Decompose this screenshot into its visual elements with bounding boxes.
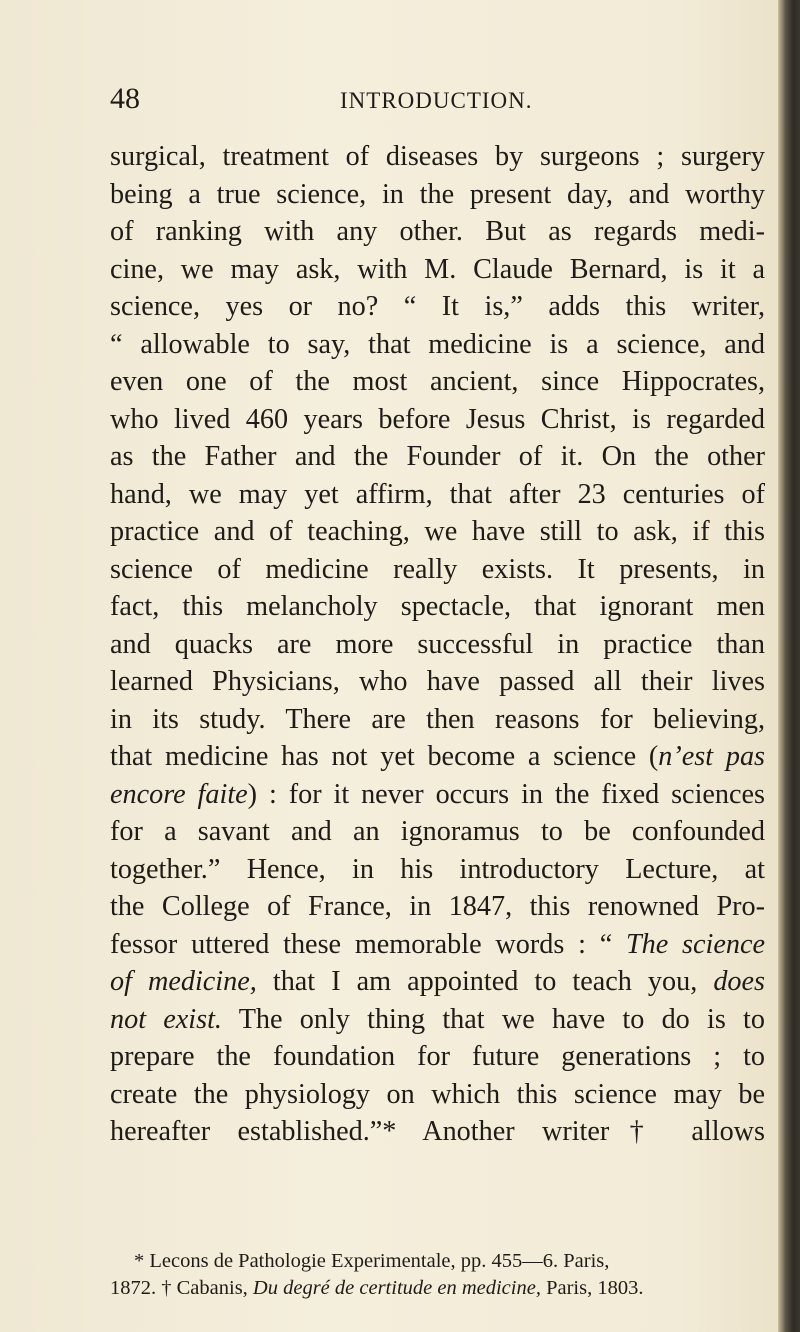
text-line: “ allowable to say, that medicine is a science, and xyxy=(110,328,765,360)
text-line: in its study. There are then reasons for believing, xyxy=(110,703,765,735)
text-line: prepare the foundation for future generations ; to xyxy=(110,1041,765,1072)
italic-phrase: The science xyxy=(625,928,765,960)
text-line: practice and of teaching, we have still to ask, if this xyxy=(110,516,765,547)
text-line: science of medicine really exists. It presents, in xyxy=(110,553,765,585)
italic-phrase: n’est pas xyxy=(658,741,766,772)
italic-phrase: not exist. xyxy=(110,1003,222,1035)
text-segment: ) : for it never occurs in the fixed sciences xyxy=(247,778,765,810)
footnotes xyxy=(110,1248,765,1302)
footnote-line xyxy=(110,1275,765,1302)
text-line xyxy=(110,776,765,814)
text-line: cine, we may ask, with M. Claude Bernard, is it a xyxy=(110,253,765,285)
text-line: together.” Hence, in his introductory Lecture, at xyxy=(110,853,765,885)
text-line: surgical, treatment of diseases by surgeons ; surgery xyxy=(110,141,765,172)
footnote-segment: 1872. † Cabanis, xyxy=(110,1277,253,1299)
text-line: even one of the most ancient, since Hippocrates, xyxy=(110,366,765,397)
text-line: the College of France, in 1847, this renowned Pro- xyxy=(110,891,765,922)
text-segment: fessor uttered these memorable words : “ xyxy=(110,928,626,960)
text-segment: The only thing that we have to do is to xyxy=(221,1003,765,1035)
text-line: fact, this melancholy spectacle, that ignorant men xyxy=(110,591,765,622)
text-line: of ranking with any other. But as regards medi- xyxy=(110,216,765,247)
italic-phrase: of medicine, xyxy=(110,966,257,997)
text-segment: that medicine has not yet become a science ( xyxy=(110,741,659,772)
text-line: hereafter established.”* Another writer† allows xyxy=(110,1116,765,1147)
text-line: being a true science, in the present day, and worthy xyxy=(110,178,765,210)
text-line xyxy=(110,926,765,964)
italic-phrase: does xyxy=(713,966,765,997)
text-line: as the Father and the Founder of it. On the other xyxy=(110,441,765,472)
footnote-italic-title: Du degré de certitude en medicine, xyxy=(252,1277,541,1299)
body-text xyxy=(110,138,765,1151)
footnote-line: * Lecons de Pathologie Experimentale, pp. 455—6. Paris, xyxy=(134,1250,610,1272)
page-header xyxy=(110,82,760,122)
text-line: hand, we may yet affirm, that after 23 centuries of xyxy=(110,478,765,510)
running-head: INTRODUCTION. xyxy=(340,88,533,113)
text-line: and quacks are more successful in practice than xyxy=(110,628,765,660)
text-segment: that I am appointed to teach you, xyxy=(256,966,714,997)
page-number: 48 xyxy=(110,82,140,115)
footnote-segment: Paris, 1803. xyxy=(540,1277,644,1299)
text-line: who lived 460 years before Jesus Christ, is regarded xyxy=(110,403,765,435)
text-line xyxy=(110,963,765,1001)
text-line: for a savant and an ignoramus to be confounded xyxy=(110,816,765,847)
text-line: create the physiology on which this science may be xyxy=(110,1078,765,1110)
text-line: science, yes or no? “ It is,” adds this writer, xyxy=(110,291,765,322)
italic-phrase: encore faite xyxy=(110,778,248,810)
text-line xyxy=(110,738,765,776)
page-edge-shadow xyxy=(778,0,800,1332)
text-line xyxy=(110,1001,765,1039)
text-line: learned Physicians, who have passed all their lives xyxy=(110,666,765,697)
